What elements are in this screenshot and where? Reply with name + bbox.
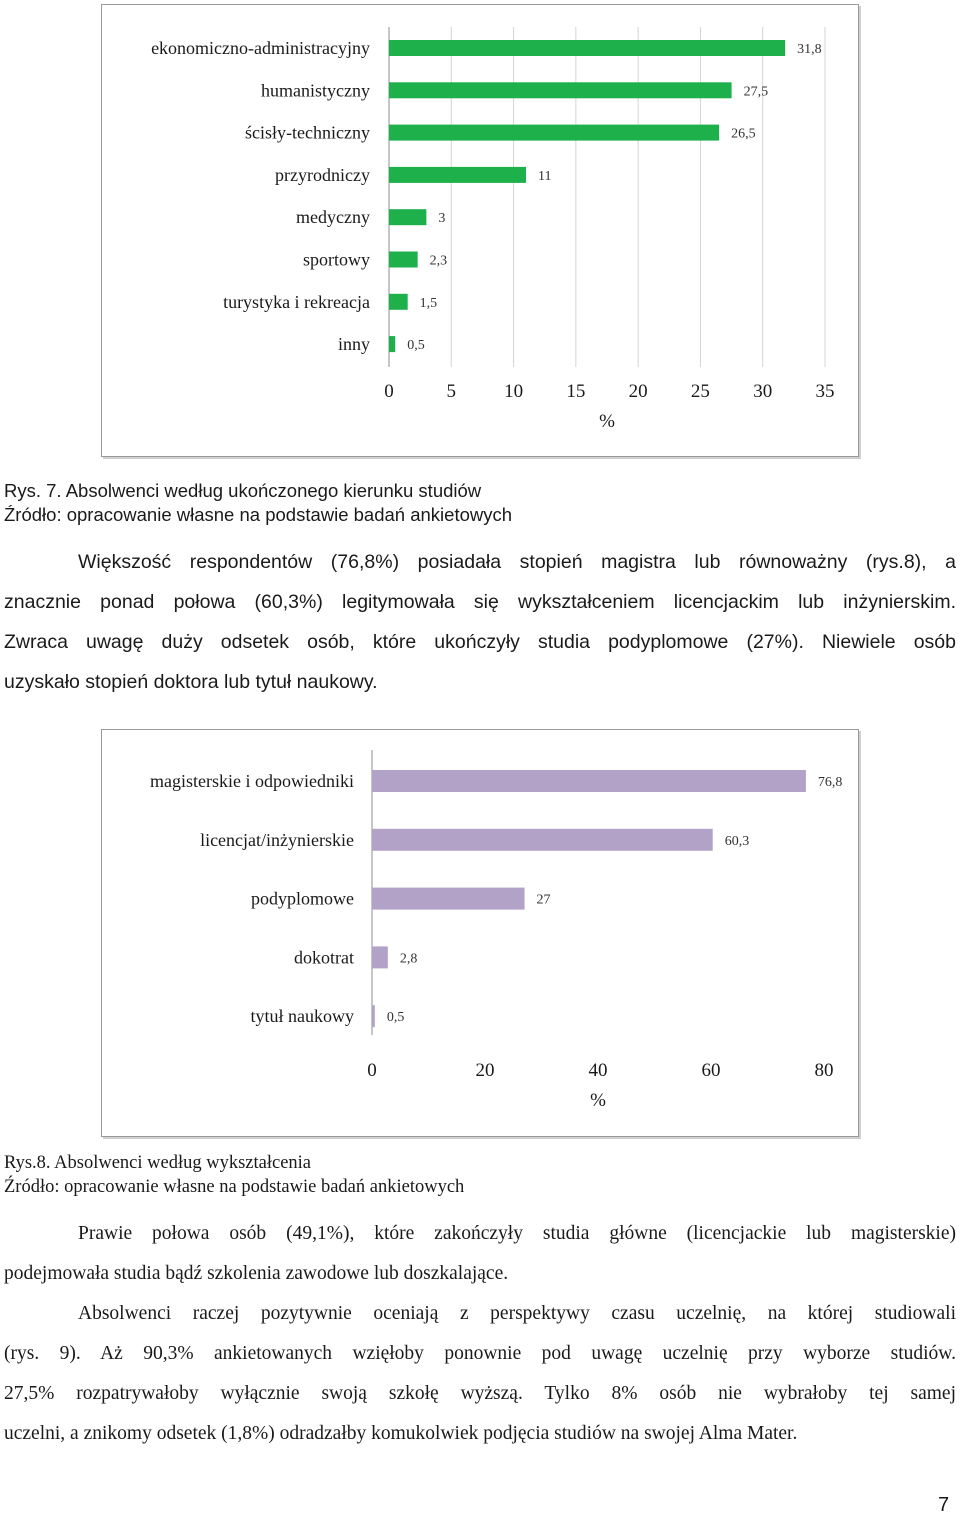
bar — [389, 125, 719, 141]
paragraph-line: uzyskało stopień doktora lub tytuł naukowy. — [4, 671, 378, 693]
data-label: 2,3 — [429, 253, 448, 269]
chart-graduates-by-field — [101, 4, 859, 457]
bar — [389, 294, 408, 310]
x-tick-label: 30 — [753, 381, 773, 402]
category-label: inny — [337, 334, 370, 355]
paragraph-line: podejmowała studia bądź szkolenia zawodowe lub doszkalające. — [4, 1263, 509, 1284]
bar — [372, 770, 806, 792]
data-label: 27,5 — [743, 84, 769, 100]
category-label: ekonomiczno-administracyjny — [151, 38, 370, 58]
figure-8-title: Rys.8. Absolwenci według wykształcenia — [4, 1153, 312, 1173]
bar — [372, 946, 388, 968]
data-label: 27 — [536, 892, 551, 908]
x-tick-label: 20 — [475, 1060, 495, 1081]
category-label: tytuł naukowy — [250, 1006, 354, 1027]
page-number: 7 — [938, 1494, 950, 1516]
x-tick-label: 25 — [690, 381, 710, 402]
x-tick-label: 5 — [446, 381, 457, 402]
chart-graduates-by-education-svg — [102, 730, 858, 1136]
data-label: 11 — [538, 168, 552, 184]
bar — [389, 252, 418, 268]
chart-graduates-by-field-svg — [102, 5, 858, 456]
paragraph-line: Prawie połowa osób (49,1%), które zakończyły studia główne (licencjackie lub magisterskie) — [78, 1223, 956, 1244]
paragraph-line: uczelni, a znikomy odsetek (1,8%) odradzałby komukolwiek podjęcia studiów na swojej Alma Mater. — [4, 1423, 798, 1444]
x-tick-label: 80 — [814, 1060, 834, 1081]
category-label: magisterskie i odpowiedniki — [150, 771, 354, 791]
paragraph-3 — [4, 1294, 956, 1454]
x-tick-label: 40 — [588, 1060, 608, 1081]
x-axis-label: % — [590, 1090, 606, 1111]
paragraph-line: znacznie ponad połowa (60,3%) legitymowała się wykształceniem licencjackim lub inżynierskim. — [4, 591, 956, 613]
x-tick-label: 10 — [504, 381, 524, 402]
x-tick-label: 0 — [367, 1060, 377, 1081]
bar — [389, 40, 785, 56]
bar — [389, 336, 395, 352]
figure-7-source: Źródło: opracowanie własne na podstawie badań ankietowych — [4, 504, 513, 525]
data-label: 60,3 — [724, 833, 750, 849]
bar — [389, 209, 426, 225]
data-label: 1,5 — [419, 295, 438, 311]
data-label: 0,5 — [407, 338, 425, 354]
category-label: przyrodniczy — [275, 164, 370, 185]
data-label: 31,8 — [797, 42, 822, 57]
data-label: 3 — [438, 211, 446, 227]
x-tick-label: 60 — [701, 1060, 721, 1081]
figure-7-title: Rys. 7. Absolwenci według ukończonego kierunku studiów — [4, 480, 482, 501]
category-label: dokotrat — [294, 947, 354, 968]
category-label: humanistyczny — [261, 80, 370, 101]
paragraph-line: 27,5% rozpatrywałoby wyłącznie swoją szkołę wyższą. Tylko 8% osób nie wybrałoby tej samej — [4, 1383, 956, 1404]
bar — [372, 1005, 375, 1027]
paragraph-1 — [4, 542, 956, 702]
data-label: 76,8 — [817, 775, 843, 790]
category-label: turystyka i rekreacja — [223, 291, 370, 312]
x-tick-label: 20 — [628, 381, 648, 402]
x-axis-label: % — [599, 411, 615, 432]
figure-8-source: Źródło: opracowanie własne na podstawie badań ankietowych — [4, 1177, 465, 1197]
paragraph-line: (rys. 9). Aż 90,3% ankietowanych wzięłoby ponownie pod uwagę uczelnię przy wyborze studiów. — [4, 1343, 956, 1364]
x-tick-label: 0 — [384, 381, 394, 402]
data-label: 0,5 — [386, 1010, 405, 1026]
data-label: 26,5 — [731, 126, 756, 142]
x-tick-label: 35 — [815, 381, 835, 402]
category-label: licencjat/inżynierskie — [200, 829, 354, 850]
category-label: podyplomowe — [251, 888, 354, 909]
category-label: medyczny — [296, 207, 370, 228]
paragraph-line: Zwraca uwagę duży odsetek osób, które ukończyły studia podyplomowe (27%). Niewiele osób — [4, 631, 956, 653]
x-tick-label: 15 — [566, 381, 586, 402]
paragraph-line: Większość respondentów (76,8%) posiadała stopień magistra lub równoważny (rys.8), a — [78, 551, 956, 573]
paragraph-line: Absolwenci raczej pozytywnie oceniają z perspektywy czasu uczelnię, na której studiowali — [78, 1303, 956, 1324]
bar — [389, 82, 732, 98]
bar — [372, 888, 525, 910]
bar — [389, 167, 526, 183]
category-label: sportowy — [303, 249, 370, 270]
data-label: 2,8 — [399, 951, 418, 967]
bar — [372, 829, 713, 851]
paragraph-2 — [4, 1214, 956, 1294]
category-label: ścisły-techniczny — [245, 122, 370, 143]
chart-graduates-by-education — [101, 729, 859, 1137]
